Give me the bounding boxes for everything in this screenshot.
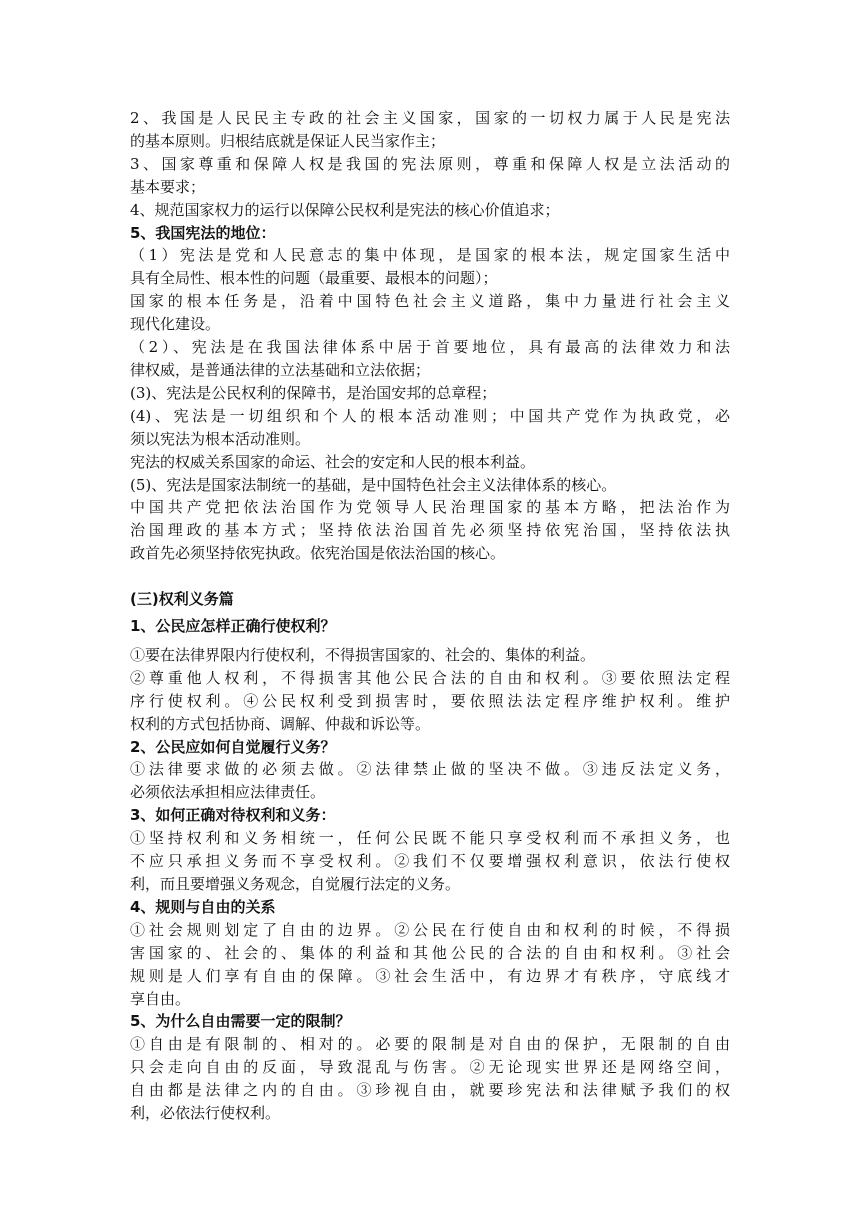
text-line: 必须依法承担相应法律责任。	[130, 783, 326, 802]
paragraph-status-1	[130, 244, 730, 290]
answer-q1	[130, 644, 730, 736]
text-line: ①法律要求做的必须去做。②法律禁止做的坚决不做。③违反法定义务，	[130, 760, 730, 779]
text-line: 利，而且要增强义务观念，自觉履行法定的义务。	[130, 875, 461, 893]
text-line: 害国家的、社会的、集体的利益和其他公民的合法的自由和权利。③社会	[130, 943, 730, 962]
text-line: 4、规范国家权力的运行以保障公民权利是宪法的核心价值追求；	[130, 200, 560, 219]
paragraph-status-5	[130, 474, 730, 497]
paragraph-status-2	[130, 336, 730, 382]
spacer	[130, 565, 730, 588]
paragraph-rule-of-law	[130, 496, 730, 565]
answer-q2	[130, 758, 730, 804]
heading-q2: 2、公民应如何自觉履行义务？	[130, 737, 336, 756]
text-line: 须以宪法为根本活动准则。	[130, 429, 311, 448]
text-line: ①要在法律界限内行使权利，不得损害国家的、社会的、集体的利益。	[130, 645, 596, 664]
text-line: ①社会规则划定了自由的边界。②公民在行使自由和权利的时候，不得损	[130, 920, 730, 939]
text-line: 利，必依法行使权利。	[130, 1104, 281, 1123]
text-line: 国家的根本任务是，沿着中国特色社会主义道路，集中力量进行社会主义	[130, 292, 730, 311]
text-line: 2、我国是人民民主专政的社会主义国家，国家的一切权力属于人民是宪法	[130, 109, 730, 127]
text-line: 现代化建设。	[130, 315, 221, 334]
text-line: 基本要求；	[130, 177, 206, 196]
text-line: (4)、宪法是一切组织和个人的根本活动准则；中国共产党作为执政党，必	[130, 406, 730, 425]
section-title-rights-duties: (三)权利义务篇	[130, 590, 234, 609]
text-line: 不应只承担义务而不享受权利。②我们不仅要增强权利意识，依法行使权	[130, 852, 730, 871]
text-line: 自由都是法律之内的自由。③珍视自由，就要珍宪法和法律赋予我们的权	[130, 1081, 730, 1100]
paragraph-principle-2	[130, 107, 730, 153]
paragraph-principle-4	[130, 199, 730, 222]
paragraph-authority	[130, 451, 730, 474]
text-line: 只会走向自由的反面，导致混乱与伤害。②无论现实世界还是网络空间，	[130, 1058, 730, 1077]
text-line: 享自由。	[130, 989, 191, 1008]
text-line: ①自由是有限制的、相对的。必要的限制是对自由的保护，无限制的自由	[130, 1035, 730, 1054]
text-line: （1）宪法是党和人民意志的集中体现，是国家的根本法，规定国家生活中	[130, 246, 730, 265]
text-line: 规则是人们享有自由的保障。③社会生活中，有边界才有秩序，守底线才	[130, 966, 730, 985]
text-line: 治国理政的基本方式；坚持依法治国首先必须坚持依宪治国，坚持依法执	[130, 521, 730, 540]
paragraph-status-3	[130, 382, 730, 405]
text-line: 政首先必须坚持依宪执政。依宪治国是依法治国的核心。	[130, 544, 506, 563]
text-line: ①坚持权利和义务相统一，任何公民既不能只享受权利而不承担义务，也	[130, 829, 730, 848]
text-line: 的基本原则。归根结底就是保证人民当家作主；	[130, 131, 446, 150]
text-line: 律权威，是普通法律的立法基础和立法依据；	[130, 360, 431, 379]
text-line: ②尊重他人权利，不得损害其他公民合法的自由和权利。③要依照法定程	[130, 668, 730, 687]
heading-q1: 1、公民应怎样正确行使权利？	[130, 617, 336, 636]
heading-q5: 5、为什么自由需要一定的限制？	[130, 1012, 351, 1031]
answer-q5	[130, 1033, 730, 1125]
heading-constitution-status: 5、我国宪法的地位：	[130, 223, 276, 242]
heading-q4: 4、规则与自由的关系	[130, 897, 276, 916]
text-line: 中国共产党把依法治国作为党领导人民治理国家的基本方略，把法治作为	[130, 498, 730, 517]
text-line: 3、国家尊重和保障人权是我国的宪法原则，尊重和保障人权是立法活动的	[130, 154, 730, 173]
answer-q4	[130, 919, 730, 1011]
paragraph-status-4	[130, 405, 730, 451]
paragraph-principle-3	[130, 153, 730, 199]
text-line: （2）、宪法是在我国法律体系中居于首要地位，具有最高的法律效力和法	[130, 338, 730, 357]
answer-q3	[130, 827, 730, 896]
heading-q3: 3、如何正确对待权利和义务：	[130, 806, 336, 825]
document-page	[130, 107, 730, 1125]
text-line: (3)、宪法是公民权利的保障书，是治国安邦的总章程；	[130, 383, 497, 402]
text-line: 序行使权利。④公民权利受到损害时，要依照法法定程序维护权利。维护	[130, 691, 730, 710]
paragraph-fundamental-task	[130, 290, 730, 336]
text-line: 权利的方式包括协商、调解、仲裁和诉讼等。	[130, 714, 431, 733]
text-line: 宪法的权威关系国家的命运、社会的安定和人民的根本利益。	[130, 452, 536, 471]
text-line: 具有全局性、根本性的问题（最重要、最根本的问题）；	[130, 269, 498, 288]
text-line: (5)、宪法是国家法制统一的基础，是中国特色社会主义法律体系的核心。	[130, 475, 617, 494]
